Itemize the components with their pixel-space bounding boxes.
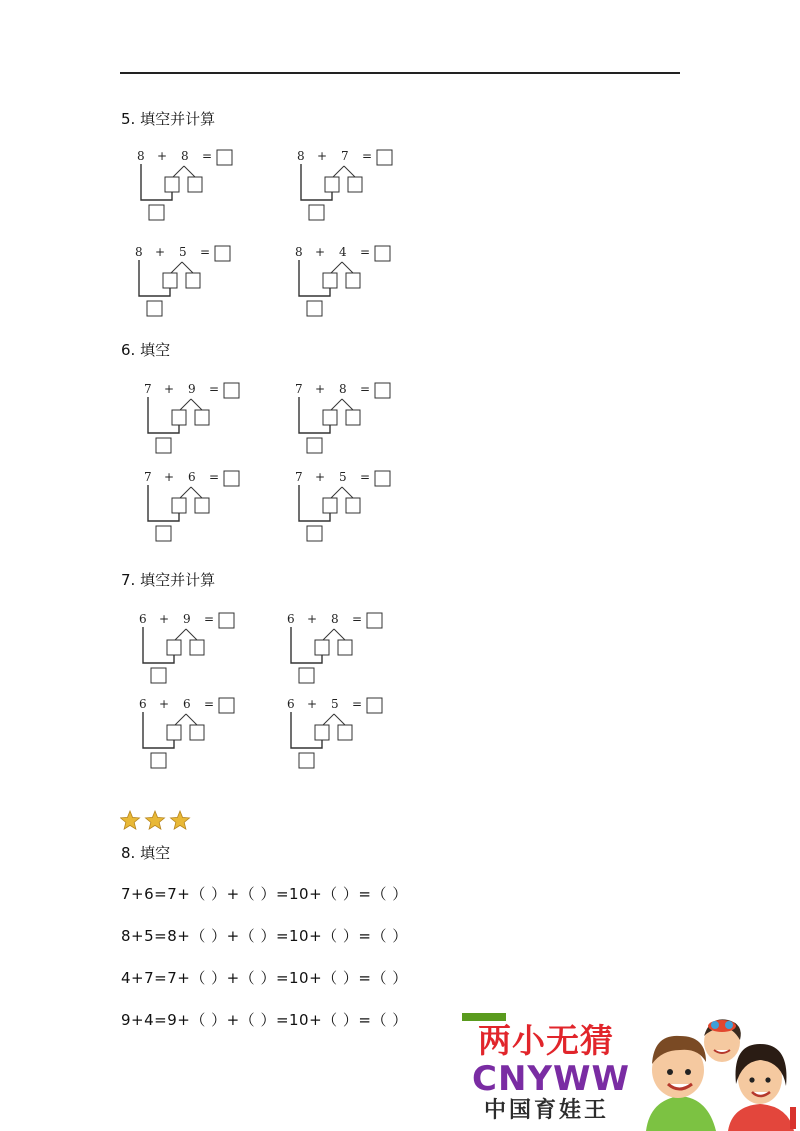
answer-box [367, 613, 382, 628]
sum-ten-box [151, 668, 166, 683]
sum-ten-box [307, 438, 322, 453]
sum-ten-box [309, 205, 324, 220]
fill-in-equation: 4+7=7+（ ）+（ ）=10+（ ）=（ ） [121, 969, 408, 987]
answer-box [224, 471, 239, 486]
split-box-right [195, 498, 209, 513]
first-addend: 8 [135, 245, 143, 259]
answer-box [375, 471, 390, 486]
make-ten-diagram [143, 469, 243, 549]
split-box-right [195, 410, 209, 425]
star-icon [120, 811, 139, 829]
star-icons [120, 810, 192, 832]
first-addend: 8 [295, 245, 303, 259]
first-addend: 8 [137, 149, 145, 163]
split-box-right [338, 725, 352, 740]
make-ten-diagram [294, 469, 394, 549]
split-box-right [346, 410, 360, 425]
plus-sign: + [157, 149, 168, 163]
decomposition-lines [296, 148, 396, 228]
logo-subtitle: 中国育娃王 [484, 1098, 610, 1123]
plus-sign: + [307, 612, 318, 626]
first-addend: 6 [139, 612, 147, 626]
watermark-logo [460, 1012, 800, 1131]
second-addend: 6 [188, 470, 196, 484]
sum-ten-box [156, 526, 171, 541]
split-box-right [190, 725, 204, 740]
plus-sign: + [317, 149, 328, 163]
header-rule [120, 72, 680, 74]
first-addend: 8 [297, 149, 305, 163]
sum-ten-box [307, 301, 322, 316]
split-box-left [323, 498, 337, 513]
split-box-right [186, 273, 200, 288]
split-box-left [325, 177, 339, 192]
make-ten-diagram [294, 381, 394, 461]
split-line-left [180, 487, 191, 498]
equals-sign: = [360, 245, 371, 259]
split-box-left [165, 177, 179, 192]
plus-sign: + [315, 382, 326, 396]
split-box-left [323, 410, 337, 425]
equals-sign: = [204, 612, 215, 626]
split-line-left [175, 629, 186, 640]
split-box-left [315, 640, 329, 655]
split-line-left [331, 399, 342, 410]
equals-sign: = [362, 149, 373, 163]
answer-box [219, 698, 234, 713]
sum-ten-box [151, 753, 166, 768]
split-box-left [167, 725, 181, 740]
decomposition-lines [143, 469, 243, 549]
fill-in-equation: 7+6=7+（ ）+（ ）=10+（ ）=（ ） [121, 885, 408, 903]
split-box-right [190, 640, 204, 655]
plus-sign: + [315, 245, 326, 259]
make-ten-diagram [294, 244, 394, 324]
equals-sign: = [360, 382, 371, 396]
answer-box [377, 150, 392, 165]
equals-sign: = [202, 149, 213, 163]
sum-ten-box [156, 438, 171, 453]
split-box-right [188, 177, 202, 192]
logo-title: 两小无猜 [478, 1021, 614, 1060]
equals-sign: = [352, 612, 363, 626]
decomposition-lines [138, 611, 238, 691]
split-line-right [342, 262, 353, 273]
split-line-left [171, 262, 182, 273]
star-icon [145, 811, 164, 829]
decomposition-lines [134, 244, 234, 324]
answer-box [215, 246, 230, 261]
decomposition-lines [294, 469, 394, 549]
split-box-left [172, 410, 186, 425]
second-addend: 8 [339, 382, 347, 396]
question-6-title: 6. 填空 [121, 341, 171, 359]
first-addend: 6 [287, 612, 295, 626]
first-addend: 7 [144, 382, 152, 396]
first-addend: 7 [295, 470, 303, 484]
second-addend: 5 [179, 245, 187, 259]
question-7-title: 7. 填空并计算 [121, 571, 216, 589]
answer-box [224, 383, 239, 398]
second-addend: 4 [339, 245, 347, 259]
answer-box [219, 613, 234, 628]
split-line-left [323, 714, 334, 725]
make-ten-diagram [134, 244, 234, 324]
make-ten-diagram [138, 696, 238, 776]
split-line-right [334, 714, 345, 725]
sum-ten-box [299, 668, 314, 683]
second-addend: 5 [339, 470, 347, 484]
plus-sign: + [315, 470, 326, 484]
second-addend: 7 [341, 149, 349, 163]
page-edge-mark [790, 1107, 796, 1129]
sum-ten-box [147, 301, 162, 316]
first-addend: 6 [287, 697, 295, 711]
split-line-right [334, 629, 345, 640]
logo-accent-bar [462, 1013, 506, 1021]
equals-sign: = [204, 697, 215, 711]
plus-sign: + [159, 612, 170, 626]
sum-ten-box [149, 205, 164, 220]
second-addend: 5 [331, 697, 339, 711]
split-line-left [333, 166, 344, 177]
second-addend: 9 [188, 382, 196, 396]
second-addend: 8 [331, 612, 339, 626]
first-addend: 6 [139, 697, 147, 711]
split-line-right [342, 487, 353, 498]
equals-sign: = [209, 382, 220, 396]
make-ten-diagram [296, 148, 396, 228]
second-addend: 8 [181, 149, 189, 163]
fill-in-equation: 9+4=9+（ ）+（ ）=10+（ ）=（ ） [121, 1011, 408, 1029]
question-5-title: 5. 填空并计算 [121, 110, 216, 128]
decomposition-lines [138, 696, 238, 776]
split-box-right [348, 177, 362, 192]
split-line-left [331, 487, 342, 498]
make-ten-diagram [286, 696, 386, 776]
logo-latin: CNYWW [472, 1059, 631, 1099]
answer-box [375, 246, 390, 261]
second-addend: 9 [183, 612, 191, 626]
plus-sign: + [164, 470, 175, 484]
decomposition-lines [294, 381, 394, 461]
answer-box [367, 698, 382, 713]
equals-sign: = [360, 470, 371, 484]
plus-sign: + [307, 697, 318, 711]
split-line-right [184, 166, 195, 177]
make-ten-diagram [138, 611, 238, 691]
answer-box [375, 383, 390, 398]
equals-sign: = [352, 697, 363, 711]
split-box-right [338, 640, 352, 655]
split-line-right [191, 399, 202, 410]
decomposition-lines [294, 244, 394, 324]
plus-sign: + [159, 697, 170, 711]
split-box-left [163, 273, 177, 288]
first-addend: 7 [144, 470, 152, 484]
decomposition-lines [286, 611, 386, 691]
difficulty-stars [120, 810, 192, 832]
split-line-left [173, 166, 184, 177]
split-line-left [180, 399, 191, 410]
split-line-right [344, 166, 355, 177]
split-box-left [323, 273, 337, 288]
split-line-right [186, 714, 197, 725]
split-line-left [323, 629, 334, 640]
star-icon [170, 811, 189, 829]
make-ten-diagram [143, 381, 243, 461]
equals-sign: = [200, 245, 211, 259]
second-addend: 6 [183, 697, 191, 711]
split-box-right [346, 498, 360, 513]
cartoon-children-icon [636, 1012, 800, 1131]
answer-box [217, 150, 232, 165]
split-line-left [331, 262, 342, 273]
decomposition-lines [143, 381, 243, 461]
split-line-right [186, 629, 197, 640]
equals-sign: = [209, 470, 220, 484]
decomposition-lines [136, 148, 236, 228]
make-ten-diagram [136, 148, 236, 228]
sum-ten-box [307, 526, 322, 541]
split-line-right [182, 262, 193, 273]
split-box-left [315, 725, 329, 740]
fill-in-equation: 8+5=8+（ ）+（ ）=10+（ ）=（ ） [121, 927, 408, 945]
split-line-right [342, 399, 353, 410]
decomposition-lines [286, 696, 386, 776]
split-box-left [172, 498, 186, 513]
split-line-left [175, 714, 186, 725]
plus-sign: + [164, 382, 175, 396]
split-line-right [191, 487, 202, 498]
plus-sign: + [155, 245, 166, 259]
split-box-right [346, 273, 360, 288]
first-addend: 7 [295, 382, 303, 396]
question-8-title: 8. 填空 [121, 844, 171, 862]
split-box-left [167, 640, 181, 655]
make-ten-diagram [286, 611, 386, 691]
sum-ten-box [299, 753, 314, 768]
